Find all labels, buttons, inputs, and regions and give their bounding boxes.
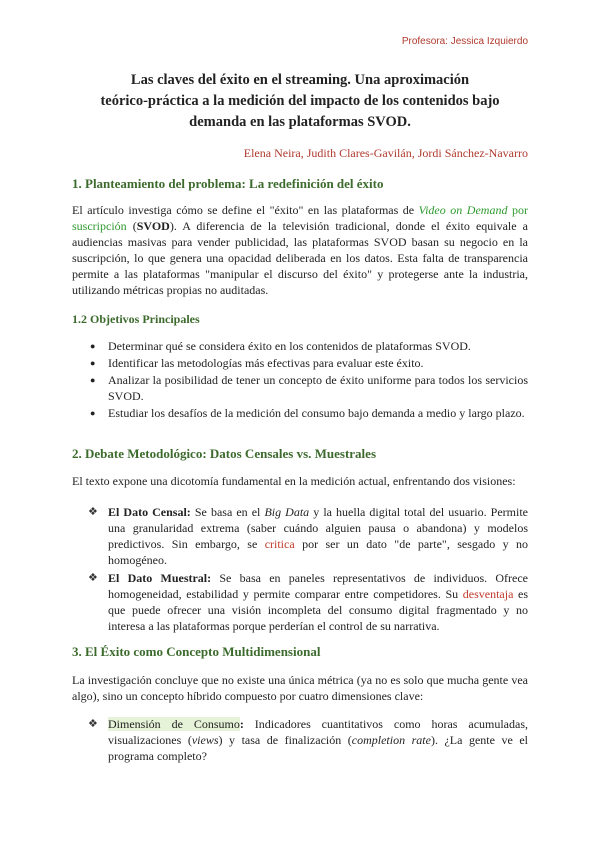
section-1-2-heading: 1.2 Objetivos Principales (72, 312, 200, 326)
list-item: ● Analizar la posibilidad de tener un concepto de éxito uniforme para todos los servicios SVOD. (90, 373, 528, 403)
vod-term: Video on Demand (418, 203, 508, 217)
por-suscripcion: por suscripción (72, 203, 528, 233)
list-item-muestral: ❖ El Dato Muestral: Se basa en paneles representativos de individuos. Ofrece homogeneidad, estabilidad y permite comparar entre competidores. Su desventaja es que puede ofrecer una visión incompleta del consumo digital fragmentado y no interesa a las plataformas porque perderían el control de su narrativa. (88, 571, 529, 633)
bullet-icon: ● (90, 341, 96, 351)
list-item: ● Determinar qué se considera éxito en los contenidos de plataformas SVOD. (90, 339, 471, 353)
objectives-list (88, 338, 528, 422)
section-2-heading: 2. Debate Metodológico: Datos Censales vs. Muestrales (72, 446, 377, 461)
bullet-icon: ● (90, 358, 96, 368)
diamond-bullet-icon: ❖ (88, 572, 98, 584)
section-3-heading: 3. El Éxito como Concepto Multidimensional (72, 644, 321, 659)
authors: Elena Neira, Judith Clares-Gavilán, Jordi Sánchez-Navarro (243, 146, 528, 160)
list-item-consumo: ❖ Dimensión de Consumo: Indicadores cuantitativos como horas acumuladas, visualizaciones (views) y tasa de finalización (completion rate). ¿La gente ve el programa completo? (88, 717, 529, 763)
title-line-3: demanda en las plataformas SVOD. (189, 114, 411, 130)
svod-term: SVOD (136, 219, 170, 233)
list-item-censal: ❖ El Dato Censal: Se basa en el Big Data y la huella digital total del usuario. Permite una granularidad extrema (saber cuándo alguien pausa o abandona) y modelos predictivos. Sin embargo, se critica por ser un dato "de parte", sesgado y no homogéneo. (88, 505, 528, 567)
list-item: ● Estudiar los desafíos de la medición del consumo bajo demanda a medio y largo plazo. (90, 406, 525, 420)
diamond-bullet-icon: ❖ (88, 718, 98, 730)
section-3-intro: La investigación concluye que no existe una única métrica (ya no es solo que mucha gente vea algo), sino un concepto híbrido compuesto por cuatro dimensiones clave: (72, 673, 528, 703)
section-1-heading: 1. Planteamiento del problema: La redefinición del éxito (72, 176, 384, 191)
section-2-intro: El texto expone una dicotomía fundamental en la medición actual, enfrentando dos visiones: (72, 474, 516, 488)
title-line-1: Las claves del éxito en el streaming. Una aproximación (130, 72, 470, 88)
data-types-list (88, 504, 528, 636)
critica-word: critica (264, 537, 295, 551)
teacher-header: Profesora: Jessica Izquierdo (401, 36, 528, 47)
document-title (72, 70, 528, 133)
list-item: ● Identificar las metodologías más efectivas para evaluar este éxito. (90, 356, 424, 370)
desventaja-word: desventaja (462, 587, 514, 601)
diamond-bullet-icon: ❖ (88, 506, 98, 518)
bullet-icon: ● (90, 375, 96, 385)
title-line-2: teórico-práctica a la medición del impacto de los contenidos bajo (100, 93, 500, 109)
section-1-paragraph: El artículo investiga cómo se define el "éxito" en las plataformas de Video on Demand por suscripción (SVOD). A diferencia de la televisión tradicional, donde el éxito equivale a audiencias masivas para vender publicidad, las plataformas SVOD basan su negocio en la suscripción, lo que genera una opacidad deliberada en los datos. Esta falta de transparencia permite a las plataformas "manipular el discurso del éxito" y protegerse ante la industria, utilizando métricas propias no auditadas. (72, 203, 529, 297)
dimensions-list (88, 716, 528, 766)
bullet-icon: ● (90, 408, 96, 418)
highlighted-term: Dimensión de Consumo (108, 717, 240, 731)
